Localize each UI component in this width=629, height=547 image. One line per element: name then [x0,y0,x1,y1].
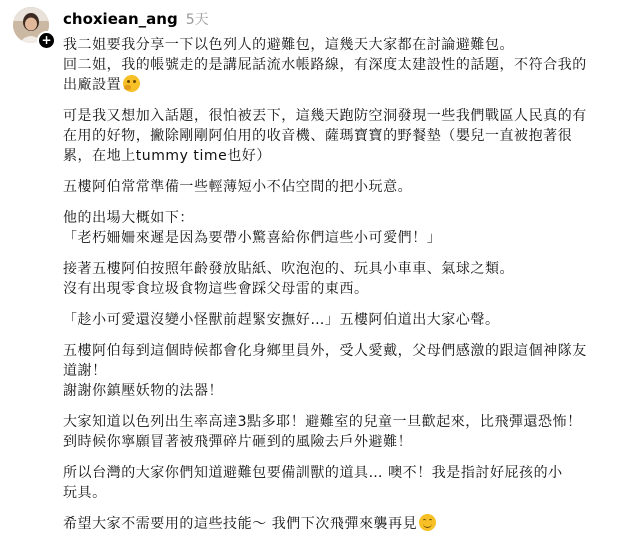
thinking-face-icon [123,75,140,92]
post-text: 出廠設置 [63,77,122,93]
post-text: 他的出場大概如下： [63,210,194,226]
post-text: 「趁小可愛還沒變小怪獸前趕緊安撫好…」五樓阿伯道出大家心聲。 [63,312,500,328]
post-paragraph [63,341,619,401]
post-text-line [63,514,619,534]
post-timestamp: 5天 [185,12,209,28]
post-text-line [63,361,619,381]
post-paragraph [63,208,619,248]
post-text: 所以台灣的大家你們知道避難包要備訓獸的道具… 噢不！我是指討好屁孩的小 [63,465,563,481]
post-text-line [63,55,619,75]
post-text: 到時候你寧願冒著被飛彈碎片砸到的風險去戶外避難！ [63,434,413,450]
post-text: 累，在地上tummy time也好） [63,148,271,164]
post-text-line [63,483,619,503]
post-text: 玩具。 [63,485,107,501]
post-text-line [63,341,619,361]
post-text-line [63,106,619,126]
post-paragraph [63,310,619,330]
post-text-line [63,310,619,330]
post-text-line [63,432,619,452]
post-text: 道謝！ [63,363,107,379]
post-text-line [63,228,619,248]
post-body [63,35,619,545]
post-text-line [63,75,619,95]
post-text-line [63,35,619,55]
post-text: 回二姐，我的帳號走的是講屁話流水帳路線，有深度太建設性的話題，不符合我的 [63,57,587,73]
post-text: 沒有出現零食垃圾食物這些會踩父母雷的東西。 [63,281,369,297]
post-text-line [63,463,619,483]
follow-plus-icon[interactable]: + [37,31,56,50]
post-paragraph [63,106,619,166]
post-text-line [63,146,619,166]
post-text: 「老朽姍姍來遲是因為要帶小驚喜給你們這些小可愛們！」 [63,230,442,246]
username[interactable]: choxiean_ang [63,10,178,28]
post-text: 我二姐要我分享一下以色列人的避難包，這幾天大家都在討論避難包。 [63,37,515,53]
post-text: 希望大家不需要用的這些技能～ 我們下次飛彈來襲再見 [63,516,418,532]
post-text-line [63,177,619,197]
post-text: 五樓阿伯每到這個時候都會化身鄉里員外，受人愛戴，父母們感激的跟這個神隊友 [63,343,587,359]
post-text-line [63,259,619,279]
post-paragraph [63,514,619,534]
post-text: 可是我又想加入話題，很怕被丟下，這幾天跑防空洞發現一些我們戰區人民真的有 [63,108,587,124]
post-paragraph [63,412,619,452]
post-text: 謝謝你鎮壓妖物的法器！ [63,383,224,399]
smiling-face-icon [419,514,436,531]
post-header [63,9,209,29]
post-paragraph [63,463,619,503]
post-text-line [63,126,619,146]
post-text-line [63,208,619,228]
post-paragraph [63,177,619,197]
post-paragraph [63,35,619,95]
post-paragraph [63,259,619,299]
post-text: 大家知道以色列出生率高達3點多耶！避難室的兒童一旦歡起來，比飛彈還恐怖！ [63,414,582,430]
post-text-line [63,412,619,432]
post-text: 在用的好物，撇除剛剛阿伯用的收音機、薩瑪寶寶的野餐墊（嬰兒一直被抱著很 [63,128,573,144]
post-text-line [63,381,619,401]
post-text: 接著五樓阿伯按照年齡發放貼紙、吹泡泡的、玩具小車車、氣球之類。 [63,261,515,277]
post-text: 五樓阿伯常常準備一些輕薄短小不佔空間的把小玩意。 [63,179,413,195]
post-text-line [63,279,619,299]
